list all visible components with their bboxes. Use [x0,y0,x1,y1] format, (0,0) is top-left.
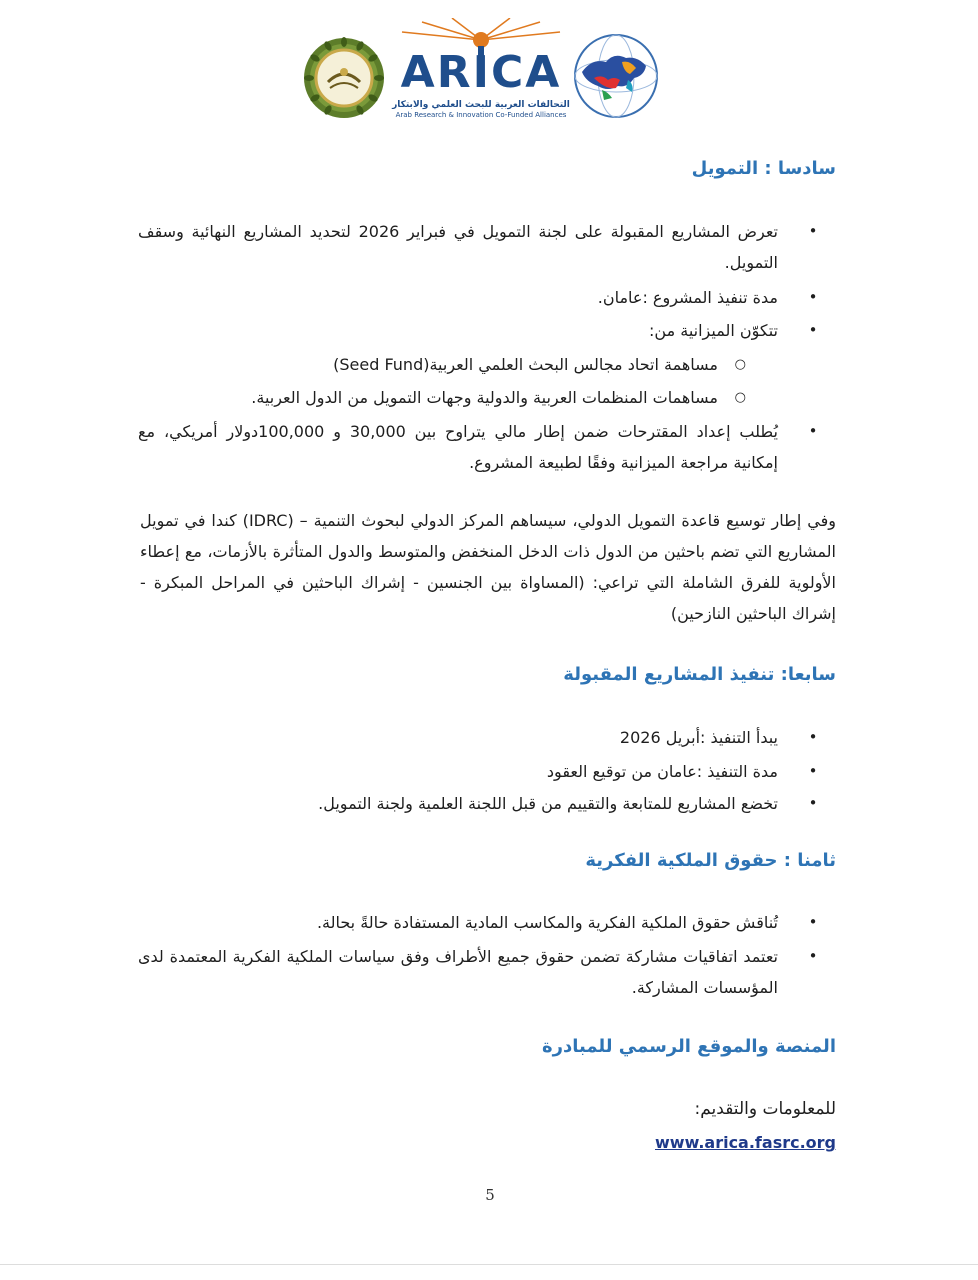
sub-list-item [146,382,836,413]
list-item [138,216,836,278]
list-item-text: يبدأ التنفيذ :أبريل 2026 [619,728,778,747]
list-item [146,282,836,313]
bullet-icon: • [808,794,818,812]
section6-heading: سادسا : التمويل [691,158,836,179]
bullet-icon: • [808,222,818,240]
bullet-icon: • [808,422,818,440]
sub-list-item [146,349,836,380]
list-item [146,907,836,938]
sub-list-item-text: مساهمات المنظمات العربية والدولية وجهات التمويل من الدول العربية. [251,388,718,407]
list-item-text: مدة تنفيذ المشروع :عامان. [597,288,778,307]
list-item [146,756,836,787]
bullet-icon: • [808,321,818,339]
bullet-icon: • [808,947,818,965]
list-item [138,941,836,1003]
list-item [146,788,836,819]
logo-bar [300,18,660,128]
arica-logo [392,18,570,128]
list-item [146,722,836,753]
funding-paragraph: وفي إطار توسيع قاعدة التمويل الدولي، سيساهم المركز الدولي لبحوث التنمية – (IDRC) كندا في تمويل المشاريع التي تضم باحثين من الدول ذات الدخل المنخفض والمتوسط والدول المتأثرة بالأزمات، مع إعطاء الأولوية للفرق الشاملة التي تراعي: (المساواة بين الجنسين - إشراك الباحثين في المراحل المبكرة - إشراك الباحثين النازحين) [140,511,837,623]
list-item-text: يُطلب إعداد المقترحات ضمن إطار مالي يتراوح بين 30,000 و 100,000دولار أمريكي، مع إمكانية مراجعة الميزانية وفقًا لطبيعة المشروع. [138,422,779,472]
circle-bullet-icon: ○ [734,357,746,372]
list-item-text: تعرض المشاريع المقبولة على لجنة التمويل في فبراير 2026 لتحديد المشاريع النهائية وسقف التمويل. [138,222,778,272]
arab-world-globe-icon [572,32,660,120]
page-number: 5 [485,1186,495,1204]
bullet-icon: • [808,288,818,306]
arica-english-name: Arab Research & Innovation Co-Funded Alliances [395,111,567,119]
list-item-text: تُناقش حقوق الملكية الفكرية والمكاسب المادية المستفادة حالةً بحالة. [316,913,778,932]
list-item-text: تعتمد اتفاقيات مشاركة تضمن حقوق جميع الأطراف وفق سياسات الملكية الفكرية المعتمدة لدى المؤسسات المشاركة. [138,947,778,997]
list-item-text: تتكوّن الميزانية من: [649,321,778,340]
section7-heading: سابعا: تنفيذ المشاريع المقبولة [563,664,836,685]
website-link[interactable]: www.arica.fasrc.org [655,1133,836,1152]
arica-arabic-name: التحالفات العربية للبحث العلمي والابتكار [392,100,570,110]
list-item-text: تخضع المشاريع للمتابعة والتقييم من قبل اللجنة العلمية ولجنة التمويل. [318,794,778,813]
sub-list-item-text: مساهمة اتحاد مجالس البحث العلمي العربية(Seed Fund) [333,355,718,374]
circle-bullet-icon: ○ [734,390,746,405]
platform-heading: المنصة والموقع الرسمي للمبادرة [542,1036,836,1057]
bullet-icon: • [808,762,818,780]
page-bottom-divider [0,1264,978,1265]
info-label: للمعلومات والتقديم: [694,1099,836,1119]
list-item [146,315,836,346]
section8-heading: ثامنا : حقوق الملكية الفكرية [585,850,836,871]
list-item [138,416,836,478]
list-item-text: مدة التنفيذ :عامان من توقيع العقود [546,762,778,781]
bullet-icon: • [808,913,818,931]
arab-league-seal-icon [302,36,386,120]
arica-wordmark: ARICA [400,47,562,98]
bullet-icon: • [808,728,818,746]
